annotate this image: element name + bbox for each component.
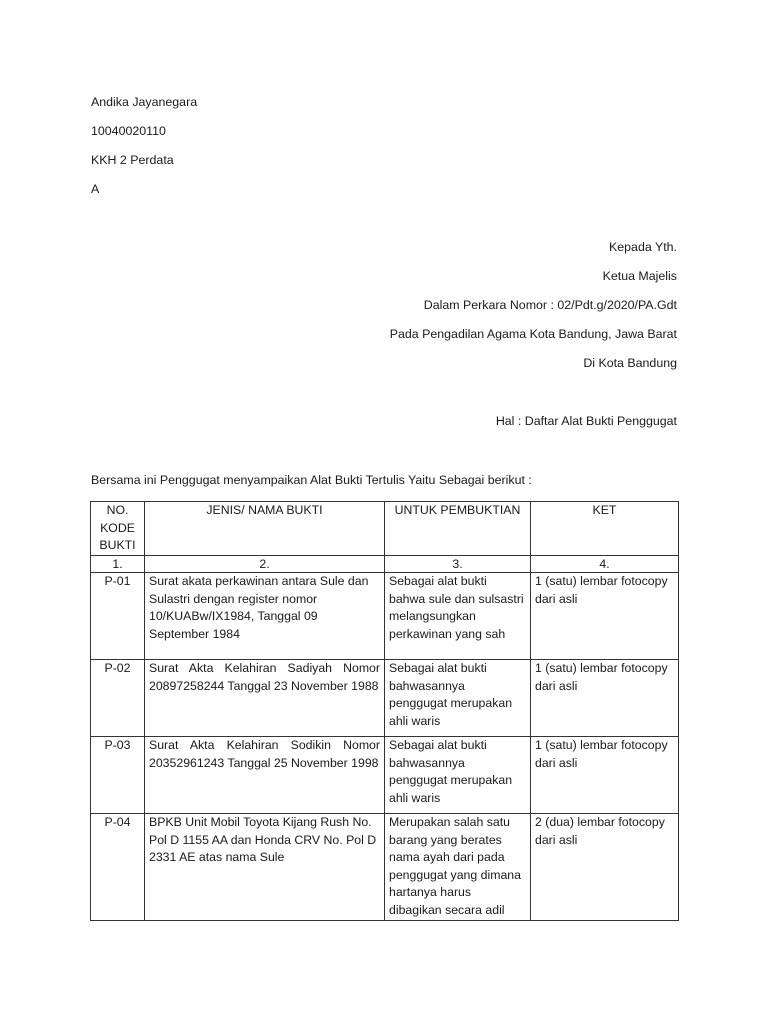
table-row <box>91 737 679 814</box>
header-code: NO. KODE BUKTI <box>91 502 145 556</box>
salutation: Kepada Yth. <box>609 240 677 254</box>
evidence-code: P-01 <box>91 573 145 660</box>
evidence-note: 2 (dua) lembar fotocopy dari asli <box>531 814 679 921</box>
evidence-name: Surat Akta Kelahiran Sadiyah Nomor 20897258244 Tanggal 23 November 1988 <box>145 660 385 737</box>
class-name: KKH 2 Perdata <box>91 153 174 167</box>
evidence-name: BPKB Unit Mobil Toyota Kijang Rush No. Pol D 1155 AA dan Honda CRV No. Pol D 2331 AE atas nama Sule <box>145 814 385 921</box>
table-row <box>91 573 679 660</box>
court-location: Di Kota Bandung <box>583 356 677 370</box>
evidence-code: P-04 <box>91 814 145 921</box>
column-number: 1. <box>91 556 145 573</box>
evidence-table <box>90 501 679 921</box>
evidence-name: Surat akata perkawinan antara Sule dan Sulastri dengan register nomor 10/KUABw/IX1984, Tanggal 09 September 1984 <box>145 573 385 660</box>
header-note: KET <box>531 502 679 556</box>
header-name: JENIS/ NAMA BUKTI <box>145 502 385 556</box>
header-purpose: UNTUK PEMBUKTIAN <box>385 502 531 556</box>
evidence-code: P-03 <box>91 737 145 814</box>
student-id: 10040020110 <box>91 124 166 138</box>
table-row <box>91 660 679 737</box>
column-number: 4. <box>531 556 679 573</box>
column-number: 3. <box>385 556 531 573</box>
court-name: Pada Pengadilan Agama Kota Bandung, Jawa Barat <box>389 327 677 341</box>
recipient: Ketua Majelis <box>602 269 677 283</box>
table-number-row <box>91 556 679 573</box>
column-number: 2. <box>145 556 385 573</box>
evidence-note: 1 (satu) lembar fotocopy dari asli <box>531 660 679 737</box>
evidence-purpose: Sebagai alat bukti bahwa sule dan sulsastri melangsungkan perkawinan yang sah <box>385 573 531 660</box>
case-number: Dalam Perkara Nomor : 02/Pdt.g/2020/PA.Gdt <box>423 298 677 312</box>
subject-line: Hal : Daftar Alat Bukti Penggugat <box>495 414 677 428</box>
evidence-note: 1 (satu) lembar fotocopy dari asli <box>531 573 679 660</box>
intro-text: Bersama ini Penggugat menyampaikan Alat Bukti Tertulis Yaitu Sebagai berikut : <box>91 473 532 487</box>
evidence-purpose: Sebagai alat bukti bahwasannya penggugat merupakan ahli waris <box>385 660 531 737</box>
table-header-row <box>91 502 679 556</box>
evidence-purpose: Merupakan salah satu barang yang berates nama ayah dari pada penggugat yang dimana hartanya harus dibagikan secara adil <box>385 814 531 921</box>
evidence-purpose: Sebagai alat bukti bahwasannya penggugat merupakan ahli waris <box>385 737 531 814</box>
table-row <box>91 814 679 921</box>
author-name: Andika Jayanegara <box>91 95 198 109</box>
evidence-code: P-02 <box>91 660 145 737</box>
evidence-note: 1 (satu) lembar fotocopy dari asli <box>531 737 679 814</box>
evidence-name: Surat Akta Kelahiran Sodikin Nomor 20352961243 Tanggal 25 November 1998 <box>145 737 385 814</box>
class-group: A <box>91 182 100 196</box>
